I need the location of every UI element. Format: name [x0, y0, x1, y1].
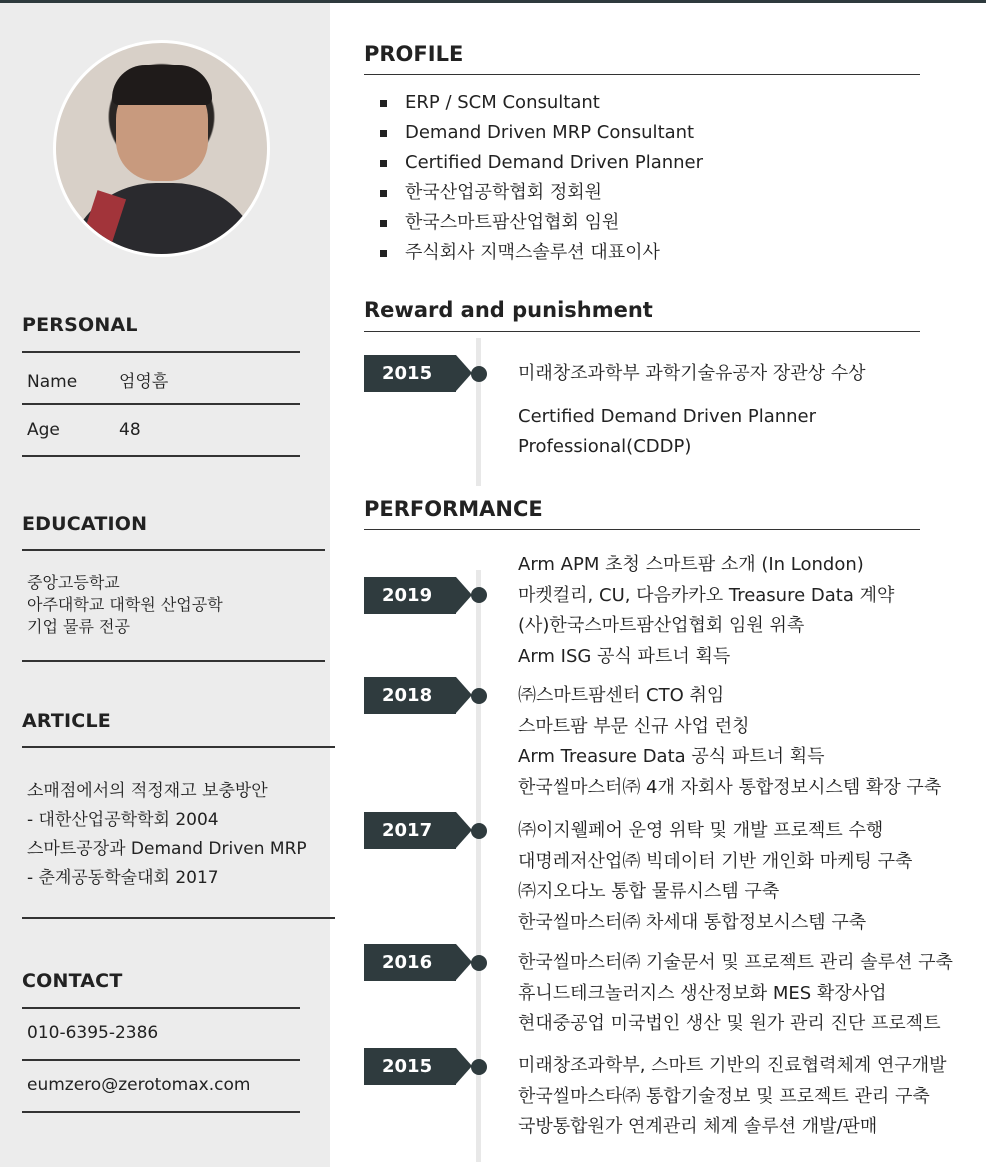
entry-line: Arm ISG 공식 파트너 획득 — [518, 645, 731, 667]
entry-line: 국방통합원가 연계관리 체계 솔루션 개발/판매 — [518, 1116, 878, 1137]
entry-line: Arm Treasure Data 공식 파트너 획득 — [518, 746, 825, 767]
entry-line: 한국씰마스터㈜ 기술문서 및 프로젝트 관리 솔루션 구축 — [518, 952, 953, 973]
avatar — [53, 40, 270, 257]
bullet-icon — [380, 250, 387, 257]
year-tag: 2015 — [364, 1048, 456, 1085]
divider — [364, 331, 920, 332]
entry-line: 대명레저산업㈜ 빅데이터 기반 개인화 마케팅 구축 — [518, 850, 913, 872]
divider — [22, 660, 325, 662]
performance-entries-2017 — [518, 816, 912, 938]
year-tag: 2018 — [364, 677, 456, 714]
divider — [364, 529, 920, 530]
article-line: - 대한산업공학학회 2004 — [27, 810, 219, 830]
profile-heading: PROFILE — [364, 42, 464, 66]
age-row — [27, 420, 141, 440]
education-line: 아주대학교 대학원 산업공학 — [27, 595, 223, 614]
divider — [22, 1007, 300, 1009]
bullet-icon — [380, 100, 387, 107]
divider — [22, 549, 325, 551]
entry-line: 미래창조과학부 과학기술유공자 장관상 수상 — [518, 363, 866, 384]
education-line: 중앙고등학교 — [27, 573, 120, 592]
entry-line: Arm APM 초청 스마트팜 소개 (In London) — [518, 554, 864, 575]
year-tag: 2016 — [364, 944, 456, 981]
performance-entries-2015 — [518, 1051, 947, 1143]
personal-heading: PERSONAL — [22, 314, 138, 336]
timeline-dot — [471, 366, 487, 382]
timeline-line — [476, 338, 481, 486]
article-heading: ARTICLE — [22, 710, 111, 732]
timeline-dot — [471, 587, 487, 603]
year-tag: 2017 — [364, 812, 456, 849]
entry-line: ㈜지오다노 통합 물류시스템 구축 — [518, 881, 780, 902]
entry-line: ㈜이지웰페어 운영 위탁 및 개발 프로젝트 수행 — [518, 820, 884, 841]
avatar-hair — [112, 65, 212, 105]
performance-entries-2018 — [518, 681, 941, 803]
bullet-icon — [380, 160, 387, 167]
entry-line: 한국씰마스터㈜ 차세대 통합정보시스템 구축 — [518, 911, 867, 933]
email-address: eumzero@zerotomax.com — [27, 1075, 251, 1095]
profile-item: 주식회사 지맥스솔루션 대표이사 — [380, 238, 703, 268]
article-line: 스마트공장과 Demand Driven MRP — [27, 839, 307, 859]
entry-line: Professional(CDDP) — [518, 436, 692, 457]
bullet-icon — [380, 190, 387, 197]
name-row — [27, 367, 168, 392]
entry-line: Certified Demand Driven Planner — [518, 405, 817, 427]
entry-line: 마켓컬리, CU, 다음카카오 Treasure Data 계약 — [518, 584, 895, 606]
entry-line: 한국씰마스타㈜ 통합기술정보 및 프로젝트 관리 구축 — [518, 1085, 930, 1107]
entry-line — [518, 390, 866, 402]
year-tag: 2015 — [364, 355, 456, 392]
entry-line: 현대중공업 미국법인 생산 및 원가 관리 진단 프로젝트 — [518, 1013, 941, 1034]
entry-line: 미래창조과학부, 스마트 기반의 진료협력체계 연구개발 — [518, 1055, 947, 1076]
bullet-icon — [380, 130, 387, 137]
divider — [22, 1111, 300, 1113]
reward-entries — [518, 359, 866, 463]
age-label: Age — [27, 420, 60, 440]
article-text — [27, 777, 307, 893]
profile-item: Demand Driven MRP Consultant — [380, 118, 703, 148]
article-line: 소매점에서의 적정재고 보충방안 — [27, 781, 268, 801]
year-tag: 2019 — [364, 577, 456, 614]
education-heading: EDUCATION — [22, 513, 148, 535]
profile-item: 한국산업공학협회 정회원 — [380, 178, 703, 208]
age-value: 48 — [119, 420, 141, 440]
phone-number: 010-6395-2386 — [27, 1023, 159, 1043]
timeline-dot — [471, 955, 487, 971]
profile-item: 한국스마트팜산업협회 임원 — [380, 208, 703, 238]
performance-entries-2019 — [518, 550, 894, 672]
timeline-dot — [471, 823, 487, 839]
article-line: - 춘계공동학술대회 2017 — [27, 868, 219, 888]
divider — [22, 351, 300, 353]
name-value: 엄영흠 — [119, 372, 169, 392]
timeline-dot — [471, 688, 487, 704]
bullet-icon — [380, 220, 387, 227]
education-line: 기업 물류 전공 — [27, 617, 130, 636]
divider — [22, 1059, 300, 1061]
profile-list — [380, 88, 703, 268]
contact-heading: CONTACT — [22, 970, 123, 992]
profile-item: ERP / SCM Consultant — [380, 88, 703, 118]
divider — [22, 455, 300, 457]
name-label: Name — [27, 372, 78, 392]
entry-line: ㈜스마트팜센터 CTO 취임 — [518, 685, 725, 706]
divider — [22, 403, 300, 405]
divider — [22, 917, 335, 919]
divider — [364, 74, 920, 75]
education-text — [27, 572, 223, 638]
reward-heading: Reward and punishment — [364, 298, 653, 322]
divider — [22, 746, 335, 748]
profile-item: Certified Demand Driven Planner — [380, 148, 703, 178]
performance-heading: PERFORMANCE — [364, 497, 543, 521]
entry-line: 휴니드테크놀러지스 생산정보화 MES 확장사업 — [518, 982, 887, 1004]
entry-line: 스마트팜 부문 신규 사업 런칭 — [518, 715, 750, 737]
timeline-dot — [471, 1059, 487, 1075]
entry-line: (사)한국스마트팜산업협회 임원 위촉 — [518, 615, 805, 636]
performance-entries-2016 — [518, 948, 953, 1040]
entry-line: 한국씰마스터㈜ 4개 자회사 통합정보시스템 확장 구축 — [518, 776, 942, 798]
